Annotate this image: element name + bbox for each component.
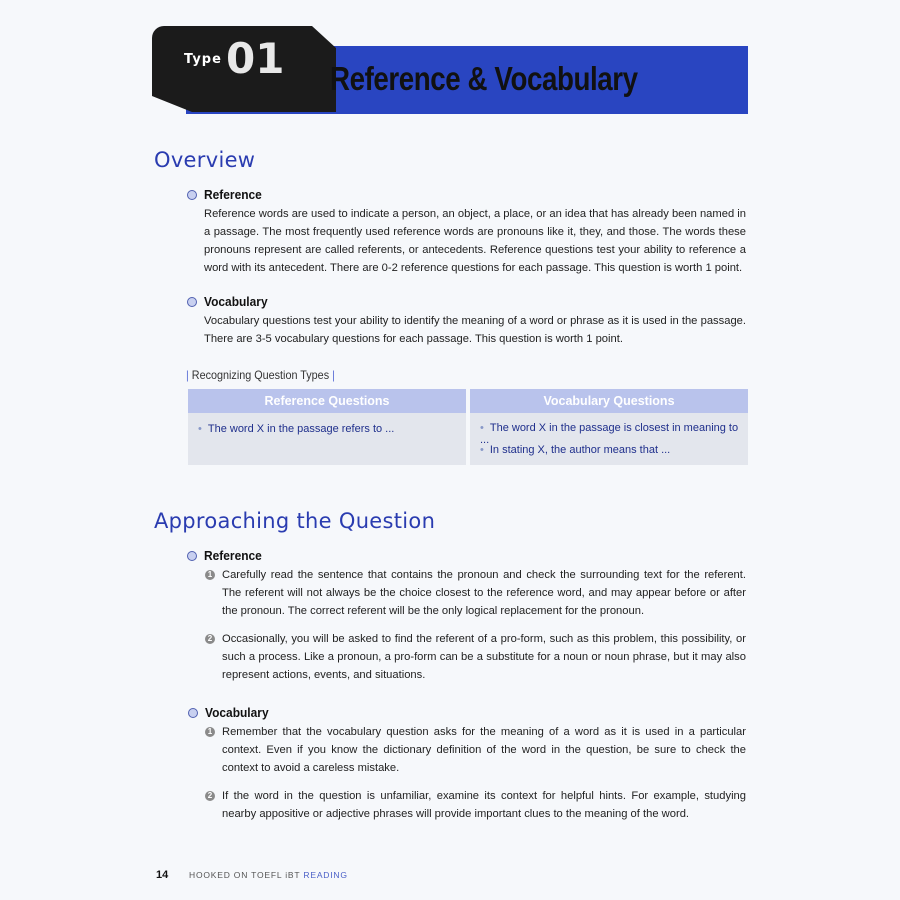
number-2-icon: 2: [205, 634, 215, 644]
list-item: • The word X in the passage refers to ...: [198, 423, 395, 435]
number-1-icon: 1: [205, 570, 215, 580]
overview-reference-title: Reference: [204, 187, 262, 202]
page-number: 14: [156, 869, 169, 881]
book-title: HOOKED ON TOEFL iBT READING: [189, 870, 348, 880]
bullet-icon: [187, 551, 197, 561]
number-2-icon: 2: [205, 791, 215, 801]
approach-vocabulary-item-1: Remember that the vocabulary question asks for the meaning of a word as it is used in a particular context. Even if you know the dictionary definition of the word in the question, be sure to check the context to avoid a careless mistake.: [222, 726, 746, 774]
type-number: 01: [226, 34, 285, 83]
list-item: • In stating X, the author means that ...: [480, 444, 671, 456]
page-title: Reference & Vocabulary: [330, 60, 638, 97]
overview-heading: Overview: [154, 148, 256, 172]
question-types-table: [188, 389, 748, 465]
bullet-icon: [187, 190, 197, 200]
overview-vocabulary-text: Vocabulary questions test your ability to identify the meaning of a word or phrase as it is used in the passage. There are 3-5 vocabulary questions for each passage. This question is worth 1 point.: [204, 315, 746, 345]
vocabulary-questions-header: Vocabulary Questions: [470, 389, 748, 413]
overview-vocabulary-title: Vocabulary: [204, 294, 268, 309]
approach-vocabulary-title: Vocabulary: [205, 705, 269, 720]
list-item: • The word X in the passage is closest in meaning to ...: [480, 422, 739, 446]
reference-questions-column: [188, 389, 466, 465]
number-1-icon: 1: [205, 727, 215, 737]
vocabulary-questions-column: [470, 389, 748, 465]
recognizing-label: | Recognizing Question Types |: [186, 368, 335, 382]
approach-vocabulary-item-2: If the word in the question is unfamiliar, examine its context for helpful hints. For example, studying nearby appositive or adjective phrases will provide important clues to the meaning of the word.: [222, 790, 746, 820]
overview-reference-text: Reference words are used to indicate a person, an object, a place, or an idea that has already been named in a passage. The most frequently used reference words are pronouns like it, they, and those. The words these pronouns represent are called referents, or antecedents. Reference questions test your ability to reference a word with its antecedent. There are 0-2 reference questions for each passage. This question is worth 1 point.: [204, 208, 746, 274]
approach-reference-title: Reference: [204, 548, 262, 563]
approach-reference-item-2: Occasionally, you will be asked to find the referent of a pro-form, such as this problem, this possibility, or such a process. Like a pronoun, a pro-form can be a substitute for a noun or noun phrase, but it may also represent actions, events, and situations.: [222, 633, 746, 681]
approach-reference-item-1: Carefully read the sentence that contains the pronoun and check the surrounding text for the referent. The referent will not always be the choice closest to the reference word, and may appear before or after the pronoun. The correct referent will be the only logical replacement for the pronoun.: [222, 569, 746, 617]
approach-heading: Approaching the Question: [154, 509, 436, 533]
bullet-icon: [187, 297, 197, 307]
reference-questions-header: Reference Questions: [188, 389, 466, 413]
bullet-icon: [188, 708, 198, 718]
type-label: Type: [184, 52, 222, 67]
